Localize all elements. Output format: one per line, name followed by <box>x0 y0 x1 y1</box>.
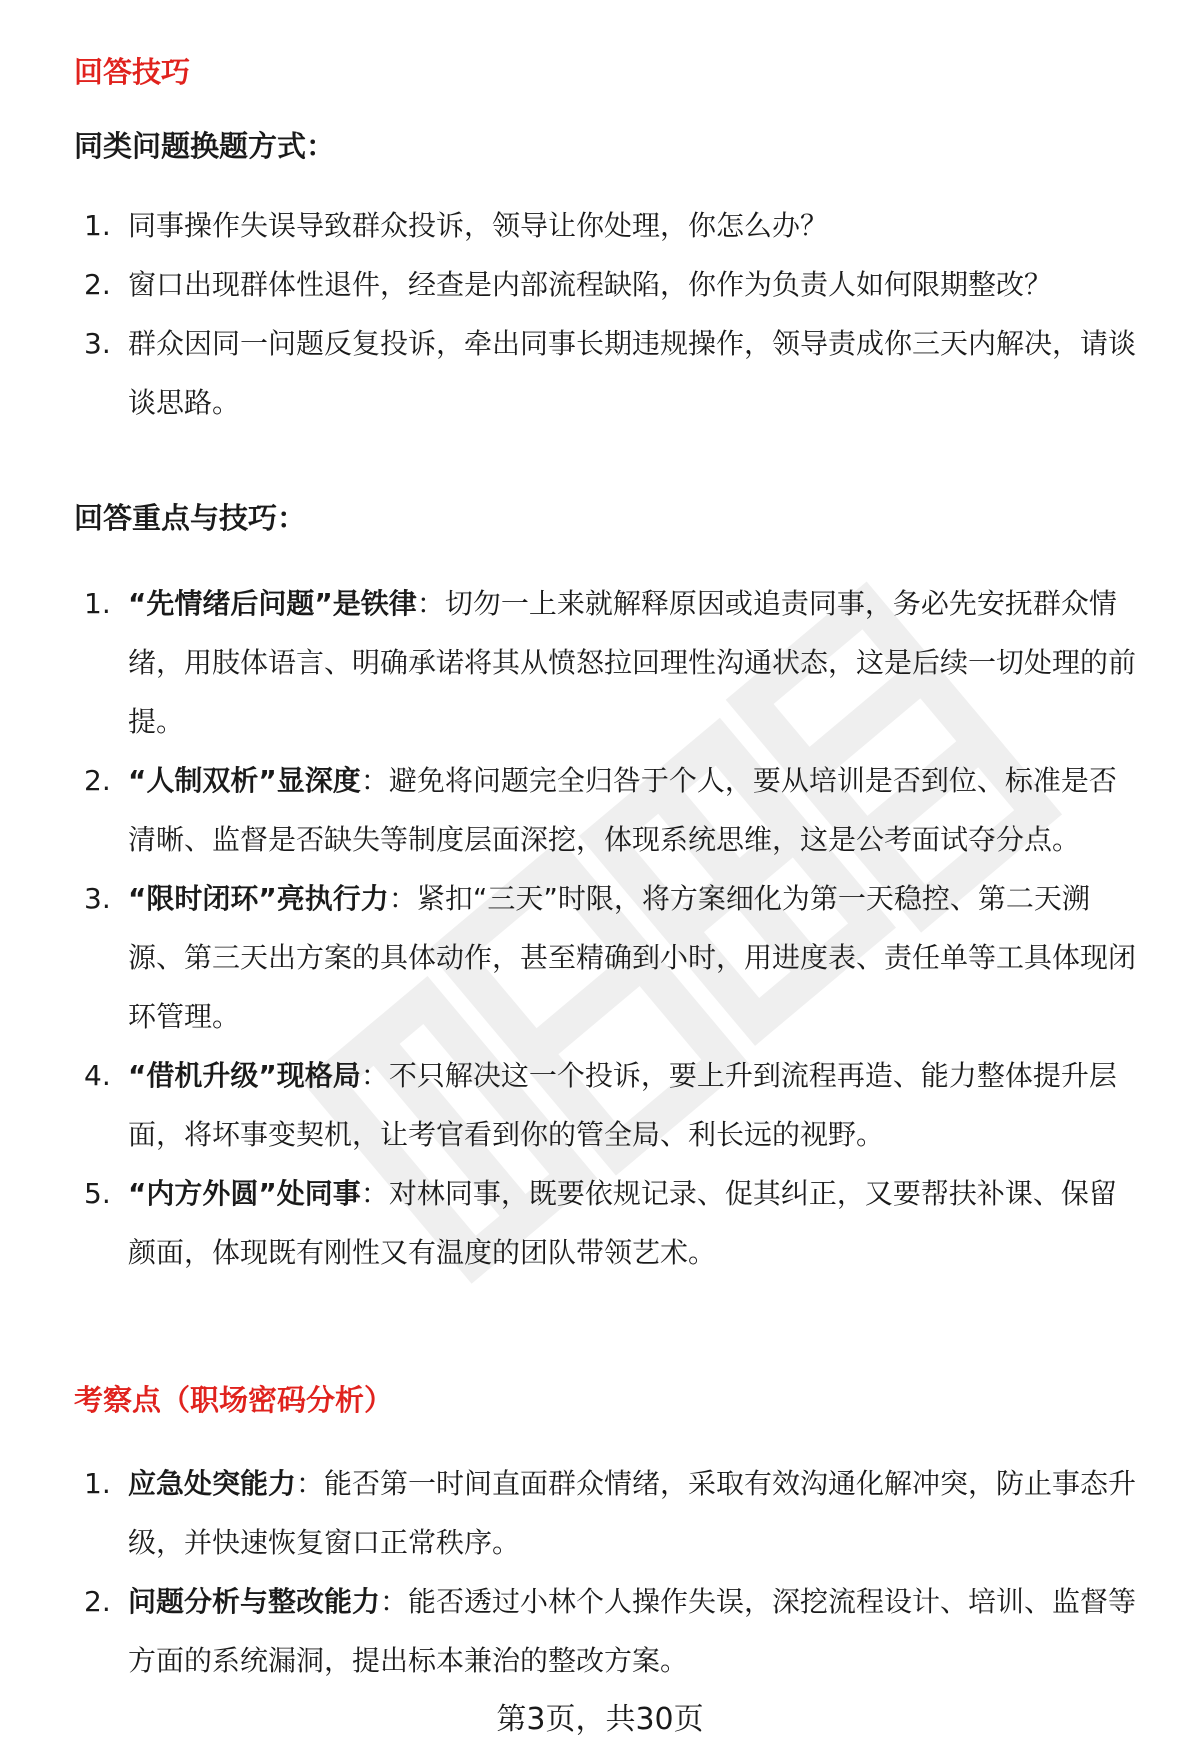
list-number: 2. <box>84 1585 111 1618</box>
list-item <box>74 196 1144 255</box>
list-bold-lead: “内方外圆”处同事 <box>128 1177 361 1210</box>
list-number: 2. <box>84 764 111 797</box>
list-text: ：能否透过小林个人操作失误，深挖流程设计、培训、监督等方面的系统漏洞，提出标本兼治的整改方案。 <box>128 1585 1137 1677</box>
list-text: ：不只解决这一个投诉，要上升到流程再造、能力整体提升层面，将坏事变契机，让考官看到你的管全局、利长远的视野。 <box>128 1059 1117 1151</box>
similar-question-list <box>74 196 1144 432</box>
section-heading-key-points: 回答重点与技巧： <box>74 501 307 535</box>
list-bold-lead: 问题分析与整改能力 <box>128 1585 381 1618</box>
list-item <box>74 574 1144 751</box>
list-text: ：能否第一时间直面群众情绪，采取有效沟通化解冲突，防止事态升级，并快速恢复窗口正常秩序。 <box>128 1467 1137 1559</box>
list-number: 3. <box>84 327 111 360</box>
list-bold-lead: “借机升级”现格局 <box>128 1059 361 1092</box>
list-bold-lead: “限时闭环”亮执行力 <box>128 882 389 915</box>
list-number: 4. <box>84 1059 111 1092</box>
list-number: 3. <box>84 882 111 915</box>
list-item <box>74 869 1144 1046</box>
list-text: 窗口出现群体性退件，经查是内部流程缺陷，你作为负责人如何限期整改？ <box>128 268 1053 301</box>
list-bold-lead: 应急处突能力 <box>128 1467 297 1500</box>
section-heading-tips: 回答技巧 <box>74 55 191 89</box>
list-bold-lead: “人制双析”显深度 <box>128 764 361 797</box>
page-number: 第3页，共30页 <box>496 1702 704 1737</box>
section-heading-assessment: 考察点（职场密码分析） <box>74 1383 394 1417</box>
list-number: 2. <box>84 268 111 301</box>
list-text: ：对林同事，既要依规记录、促其纠正，又要帮扶补课、保留颜面，体现既有刚性又有温度的团队带领艺术。 <box>128 1177 1117 1269</box>
section-heading-similar: 同类问题换题方式： <box>74 129 336 163</box>
list-text: ：切勿一上来就解释原因或追责同事，务必先安抚群众情绪，用肢体语言、明确承诺将其从愤怒拉回理性沟通状态，这是后续一切处理的前提。 <box>128 587 1137 738</box>
list-item <box>74 314 1144 432</box>
list-text: 群众因同一问题反复投诉，牵出同事长期违规操作，领导责成你三天内解决，请谈谈思路。 <box>128 327 1137 419</box>
list-number: 1. <box>84 1467 111 1500</box>
list-item <box>74 751 1144 869</box>
list-number: 1. <box>84 587 111 620</box>
list-item <box>74 1164 1144 1282</box>
list-number: 1. <box>84 209 111 242</box>
list-item <box>74 1572 1144 1690</box>
key-points-list <box>74 574 1144 1282</box>
list-number: 5. <box>84 1177 111 1210</box>
list-item <box>74 1046 1144 1164</box>
list-item <box>74 255 1144 314</box>
list-text: 同事操作失误导致群众投诉，领导让你处理，你怎么办？ <box>128 209 829 242</box>
list-text: ：避免将问题完全归咎于个人，要从培训是否到位、标准是否清晰、监督是否缺失等制度层面深挖，体现系统思维，这是公考面试夺分点。 <box>128 764 1117 856</box>
list-text: ：紧扣“三天”时限，将方案细化为第一天稳控、第二天溯源、第三天出方案的具体动作，甚至精确到小时，用进度表、责任单等工具体现闭环管理。 <box>128 882 1137 1033</box>
list-bold-lead: “先情绪后问题”是铁律 <box>128 587 417 620</box>
list-item <box>74 1454 1144 1572</box>
assessment-list <box>74 1454 1144 1690</box>
